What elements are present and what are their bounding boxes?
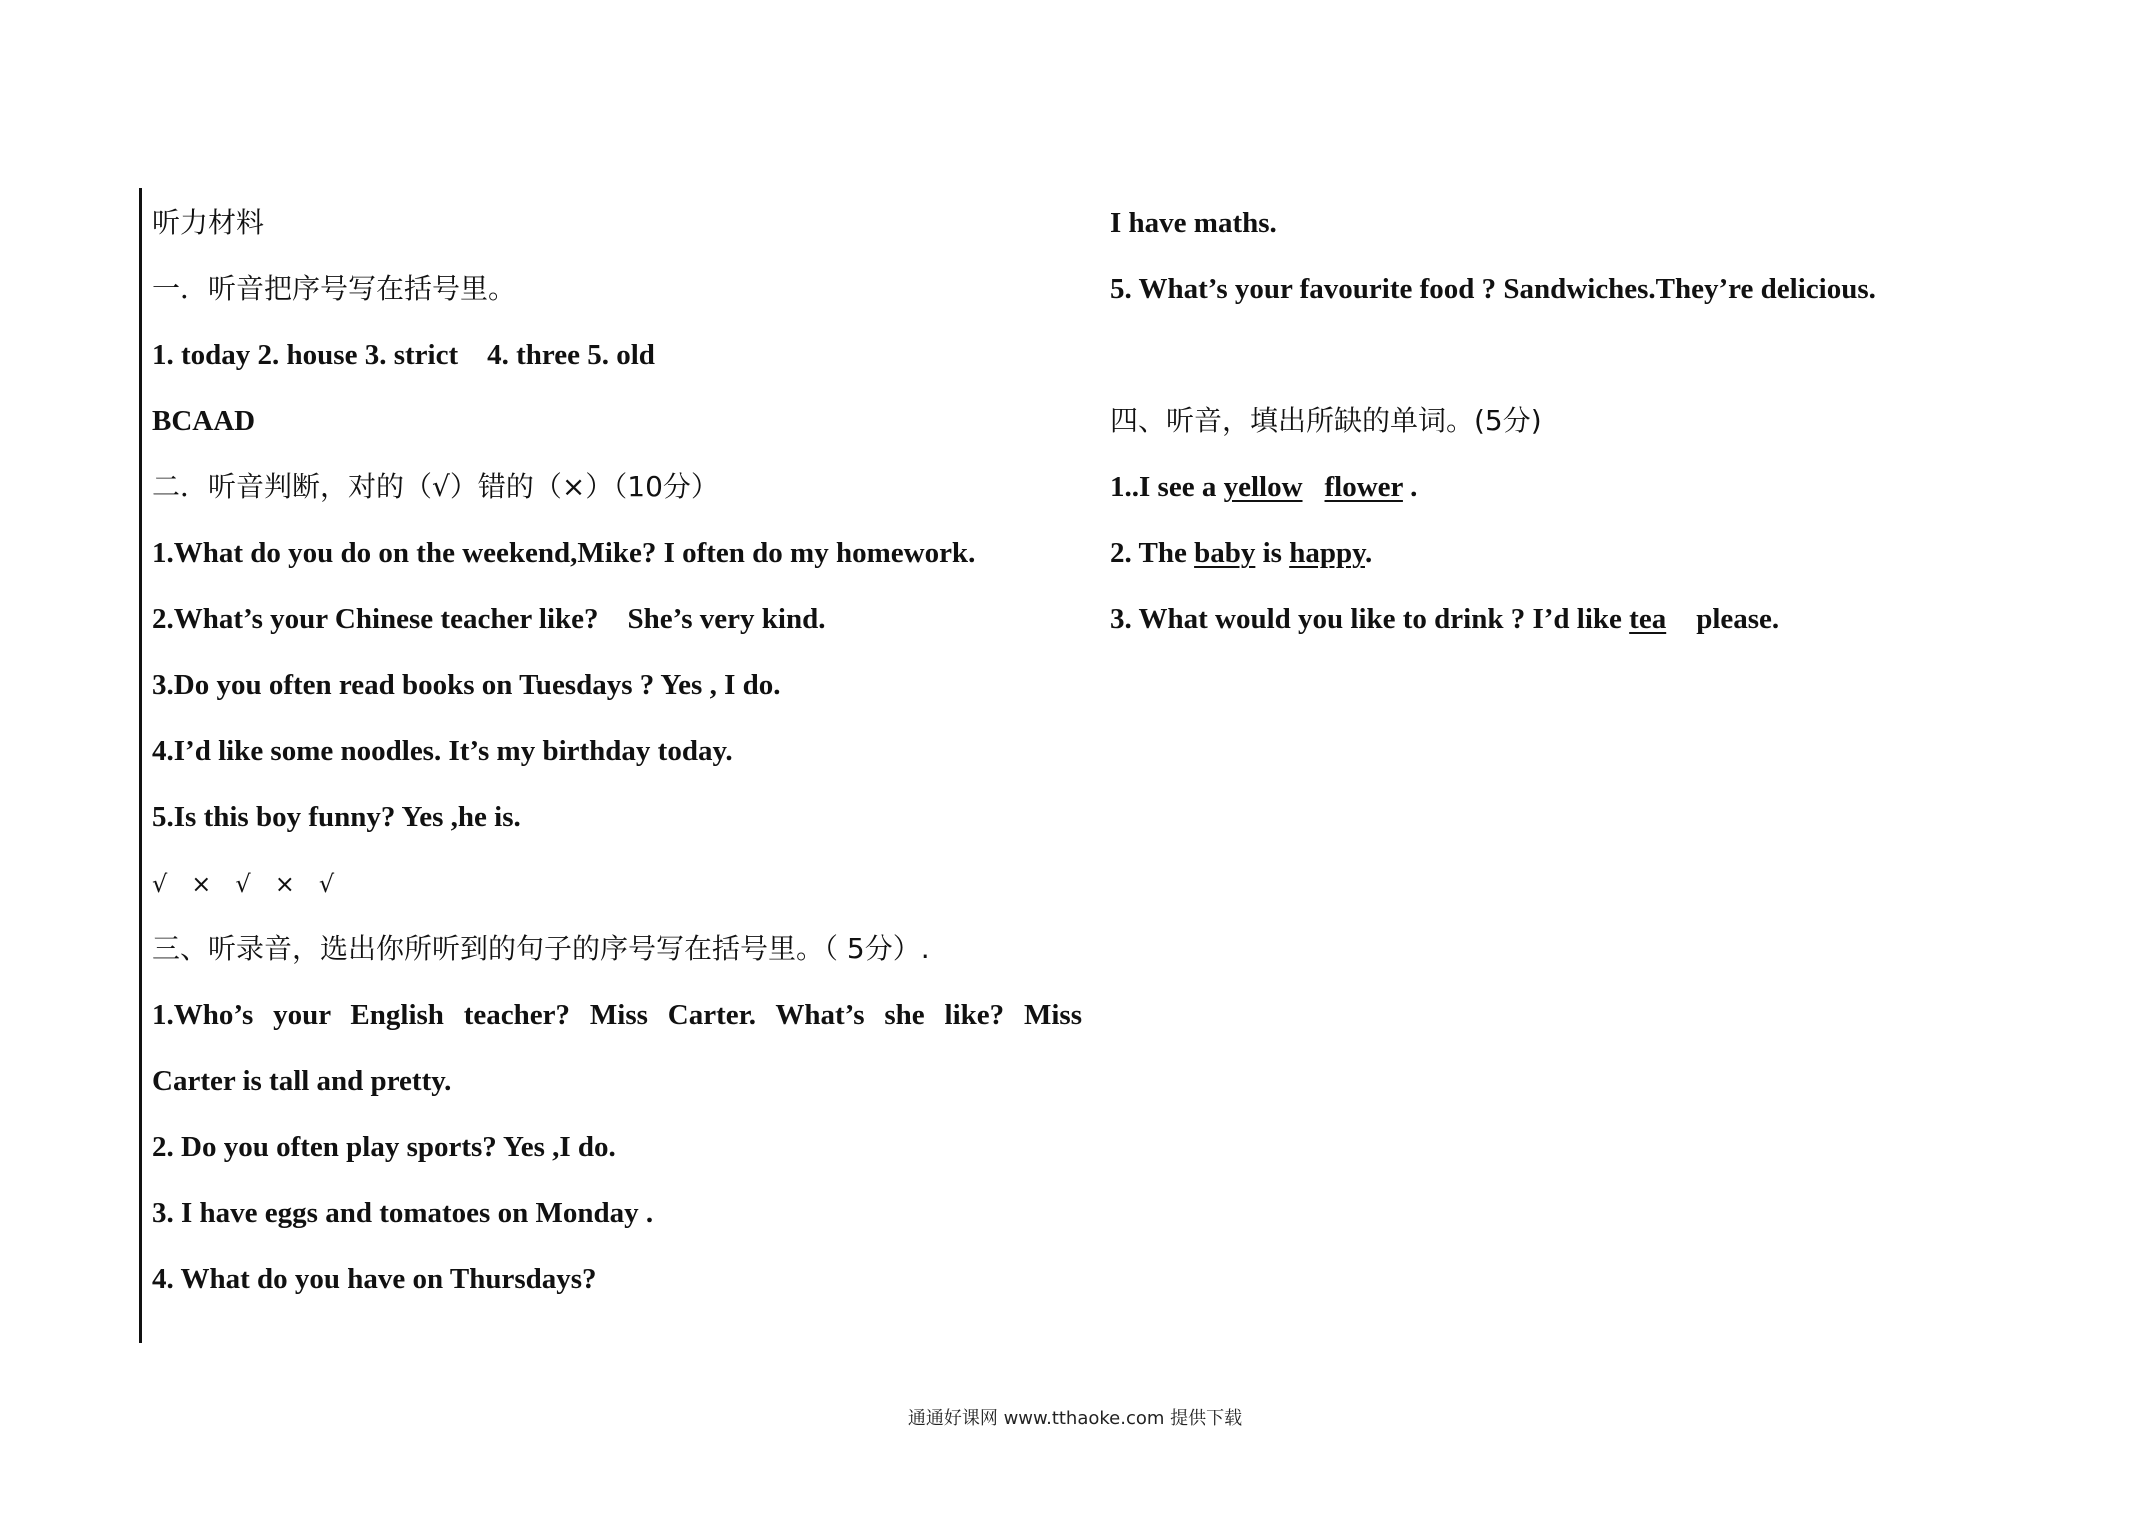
fill-text: please. bbox=[1696, 603, 1780, 635]
fill-answer: happy bbox=[1289, 537, 1365, 569]
part4-heading: 四、听音，填出所缺的单词。(5分) bbox=[1110, 404, 1542, 437]
part3-item: 1.Who’s your English teacher? Miss Carter. What’s she like? Miss bbox=[152, 999, 1082, 1031]
answer-mark: √ bbox=[318, 870, 335, 898]
fill-text: is bbox=[1255, 537, 1290, 569]
part3-item: 2. Do you often play sports? Yes ,I do. bbox=[152, 1131, 616, 1163]
answer-mark: × bbox=[274, 870, 295, 898]
part1-answers: BCAAD bbox=[152, 405, 256, 437]
fill-text: 2. The bbox=[1110, 537, 1195, 569]
fill-text: 1..I see a bbox=[1110, 471, 1224, 503]
answer-mark: √ bbox=[235, 870, 251, 898]
fill-answer: baby bbox=[1194, 537, 1256, 569]
document-title: 听力材料 bbox=[152, 206, 265, 239]
part3-heading: 三、听录音，选出你所听到的句子的序号写在括号里。（ 5分）. bbox=[152, 932, 930, 965]
part3-item: 3. I have eggs and tomatoes on Monday . bbox=[152, 1197, 654, 1229]
fill-answer: yellow bbox=[1223, 471, 1303, 503]
part3-item-continued: Carter is tall and pretty. bbox=[152, 1065, 452, 1097]
fill-text: . bbox=[1402, 471, 1418, 503]
part3-item: 4. What do you have on Thursdays? bbox=[152, 1263, 597, 1295]
part2-item: 1.What do you do on the weekend,Mike? I often do my homework. bbox=[152, 537, 976, 569]
blank-line bbox=[1110, 328, 2070, 394]
part2-item: 5.Is this boy funny? Yes ,he is. bbox=[152, 801, 521, 833]
fill-answer: flower bbox=[1324, 471, 1403, 503]
part3-item-continued: I have maths. bbox=[1110, 207, 1277, 239]
part1-words: 1. today 2. house 3. strict 4. three 5. old bbox=[152, 339, 655, 371]
part2-heading: 二．听音判断，对的（√）错的（×）（10分） bbox=[152, 470, 719, 503]
fill-answer: tea bbox=[1629, 603, 1667, 635]
fill-item-2 bbox=[1110, 526, 2070, 592]
answer-mark: × bbox=[191, 870, 212, 898]
part3-item: 5. What’s your favourite food ? Sandwiches.They’re delicious. bbox=[1110, 273, 1876, 305]
footer-credit: 通通好课网 www.tthaoke.com 提供下载 bbox=[907, 1408, 1243, 1429]
fill-item-1 bbox=[1110, 460, 2070, 526]
part2-item: 3.Do you often read books on Tuesdays ? Yes , I do. bbox=[152, 669, 781, 701]
part2-item: 2.What’s your Chinese teacher like? She’s very kind. bbox=[152, 603, 826, 635]
right-column bbox=[1110, 196, 2070, 658]
part1-heading: 一．听音把序号写在括号里。 bbox=[152, 272, 517, 305]
left-column bbox=[152, 196, 1082, 1318]
fill-text: . bbox=[1364, 537, 1373, 569]
margin-rule bbox=[139, 188, 142, 1343]
answer-mark: √ bbox=[152, 870, 168, 898]
part2-item: 4.I’d like some noodles. It’s my birthday today. bbox=[152, 735, 733, 767]
fill-text: 3. What would you like to drink ? I’d like bbox=[1110, 603, 1630, 635]
part2-answers bbox=[152, 856, 1082, 922]
fill-item-3 bbox=[1110, 592, 2070, 658]
